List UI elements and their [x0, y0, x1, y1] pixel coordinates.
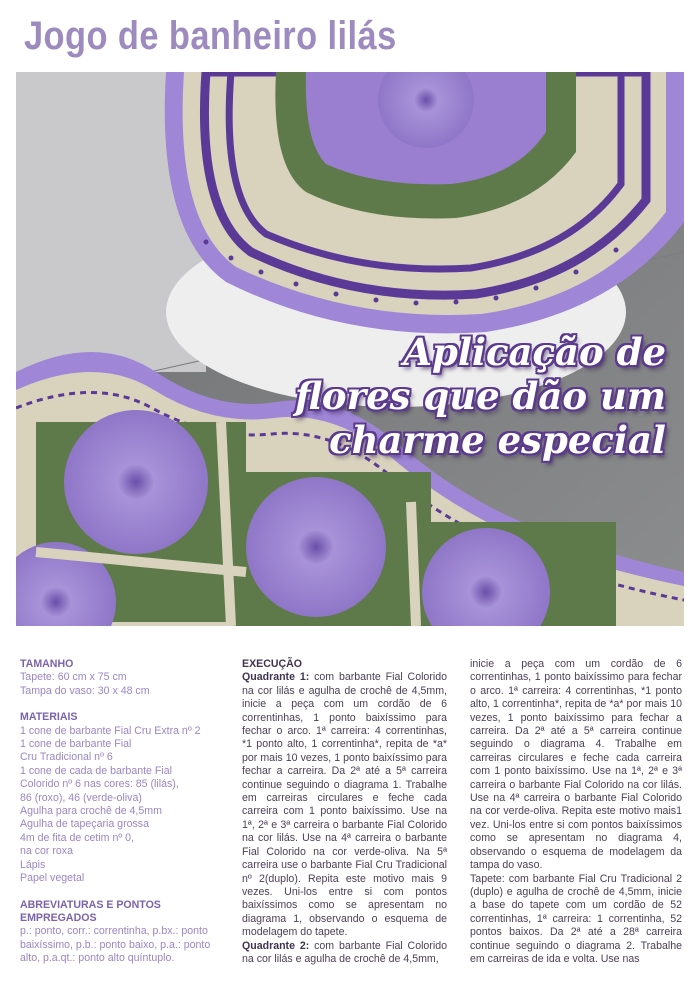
- rug-text: Tapete: com barbante Fial Cru Tradicional 2 (duplo) e agulha de crochê de 4,5mm, inicie a base do tapete com um cordão de 52 correntinhas, 1ª carreira: 1 correntinha, 52 pontos baixos. Da 2ª até a 28ª carreira continue seguindo o diagrama 2. Trabalhe em carreiras de ida e volta. Use nas: [470, 872, 682, 965]
- headline-line-2: flores que dão um: [295, 374, 666, 418]
- size-line: Tapete: 60 cm x 75 cm: [20, 671, 127, 684]
- material-line: Papel vegetal: [20, 872, 85, 885]
- size-line: Tampa do vaso: 30 x 48 cm: [20, 684, 150, 697]
- abbreviations-heading: ABREVIATURAS E PONTOS EMPREGADOS: [20, 898, 161, 924]
- material-line: Cru Tradicional nº 6: [20, 751, 113, 764]
- material-line: Agulha para crochê de 4,5mm: [20, 805, 162, 818]
- material-line: Agulha de tapeçaria grossa: [20, 818, 149, 831]
- quadrant-1-label: Quadrante 1:: [242, 671, 310, 684]
- abbreviations-text: p.: ponto, corr.: correntinha, p.bx.: ponto baixíssimo, p.b.: ponto baixo, p.a.: ponto alto, p.a.qt.: ponto alto quíntuplo.: [20, 925, 211, 965]
- material-line: 1 cone de barbante Fial Cru Extra nº 2: [20, 724, 201, 737]
- page-title: Jogo de banheiro lilás: [24, 14, 397, 58]
- material-line: 1 cone de cada de barbante Fial: [20, 764, 172, 777]
- size-heading: TAMANHO: [20, 658, 74, 670]
- quadrant-2-label: Quadrante 2:: [242, 939, 310, 952]
- material-line: 86 (roxo), 46 (verde-oliva): [20, 791, 142, 804]
- photo-headline: [246, 330, 666, 462]
- quadrant-1-text: [242, 671, 447, 938]
- material-line: Colorido nº 6 nas cores: 85 (lilás),: [20, 778, 179, 791]
- quadrant-2-text: [242, 940, 447, 965]
- continuation-column: [470, 658, 682, 966]
- material-line: Lápis: [20, 858, 46, 871]
- materials-heading: MATERIAIS: [20, 711, 78, 724]
- continuation-text: inicie a peça com um cordão de 6 correntinhas, 1 ponto baixíssimo para fechar o arco. 1ª carreira: 4 correntinhas, *1 ponto alto, 1 correntinha*, repita de *a* por mais 10 vezes, 1 ponto baixíssimo para fechar a carreira. Da 2ª até a 5ª carreira continue seguindo o diagrama 4. Trabalhe em carreiras circulares e feche cada carreira com 1 ponto baixíssimo. Use na 1ª, 2ª e 3ª carreira o barbante Fial Colorido na cor lilás. Use na 4ª carreira o barbante Fial Colorido na cor verde-oliva. Repita este motivo mais1 vez. Uni-los entre si com pontos baixíssimos como se apresentam no diagrama 4, observando o esquema de modelagem da tampa do vaso.: [470, 658, 682, 872]
- execution-column: [242, 658, 447, 966]
- material-line: na cor roxa: [20, 845, 73, 858]
- material-line: 4m de fita de cetim nº 0,: [20, 831, 134, 844]
- quadrant-1-body: com barbante Fial Colorido na cor lilás e agulha de crochê de 4,5mm, inicie a peça com um cordão de 6 correntinhas, 1 ponto baixíssimo para fechar o arco. 1ª carreira: 4 correntinhas, *1 ponto alto, 1 correntinha*, repita de *a* por mais 10 vezes, 1 ponto baixíssimo para fechar a carreira. Da 2ª até a 5ª carreira continue seguindo o diagrama 1. Trabalhe em carreiras circulares e feche cada carreira com 1 ponto baixíssimo. Use na 1ª, 2ª e 3ª carreira o barbante Fial Colorido na cor lilás. Use na 4ª carreira o barbante Fial Colorido na cor verde-oliva. Na 5ª carreira use o barbante Fial Cru Tradicional nº 2(duplo). Repita este motivo mais 9 vezes. Uni-los entre si com pontos baixíssimos como se apresentam no diagrama 1, observando o esquema de modelagem do tapete.: [242, 671, 447, 939]
- execution-heading: EXECUÇÃO: [242, 658, 303, 670]
- quadrant-2-body: com barbante Fial Colorido na cor lilás e agulha de crochê de 4,5mm,: [242, 939, 447, 965]
- materials-column: [20, 658, 216, 966]
- headline-line-1: Aplicação de: [403, 330, 666, 374]
- material-line: 1 cone de barbante Fial: [20, 738, 132, 751]
- headline-line-3: charme especial: [329, 418, 666, 462]
